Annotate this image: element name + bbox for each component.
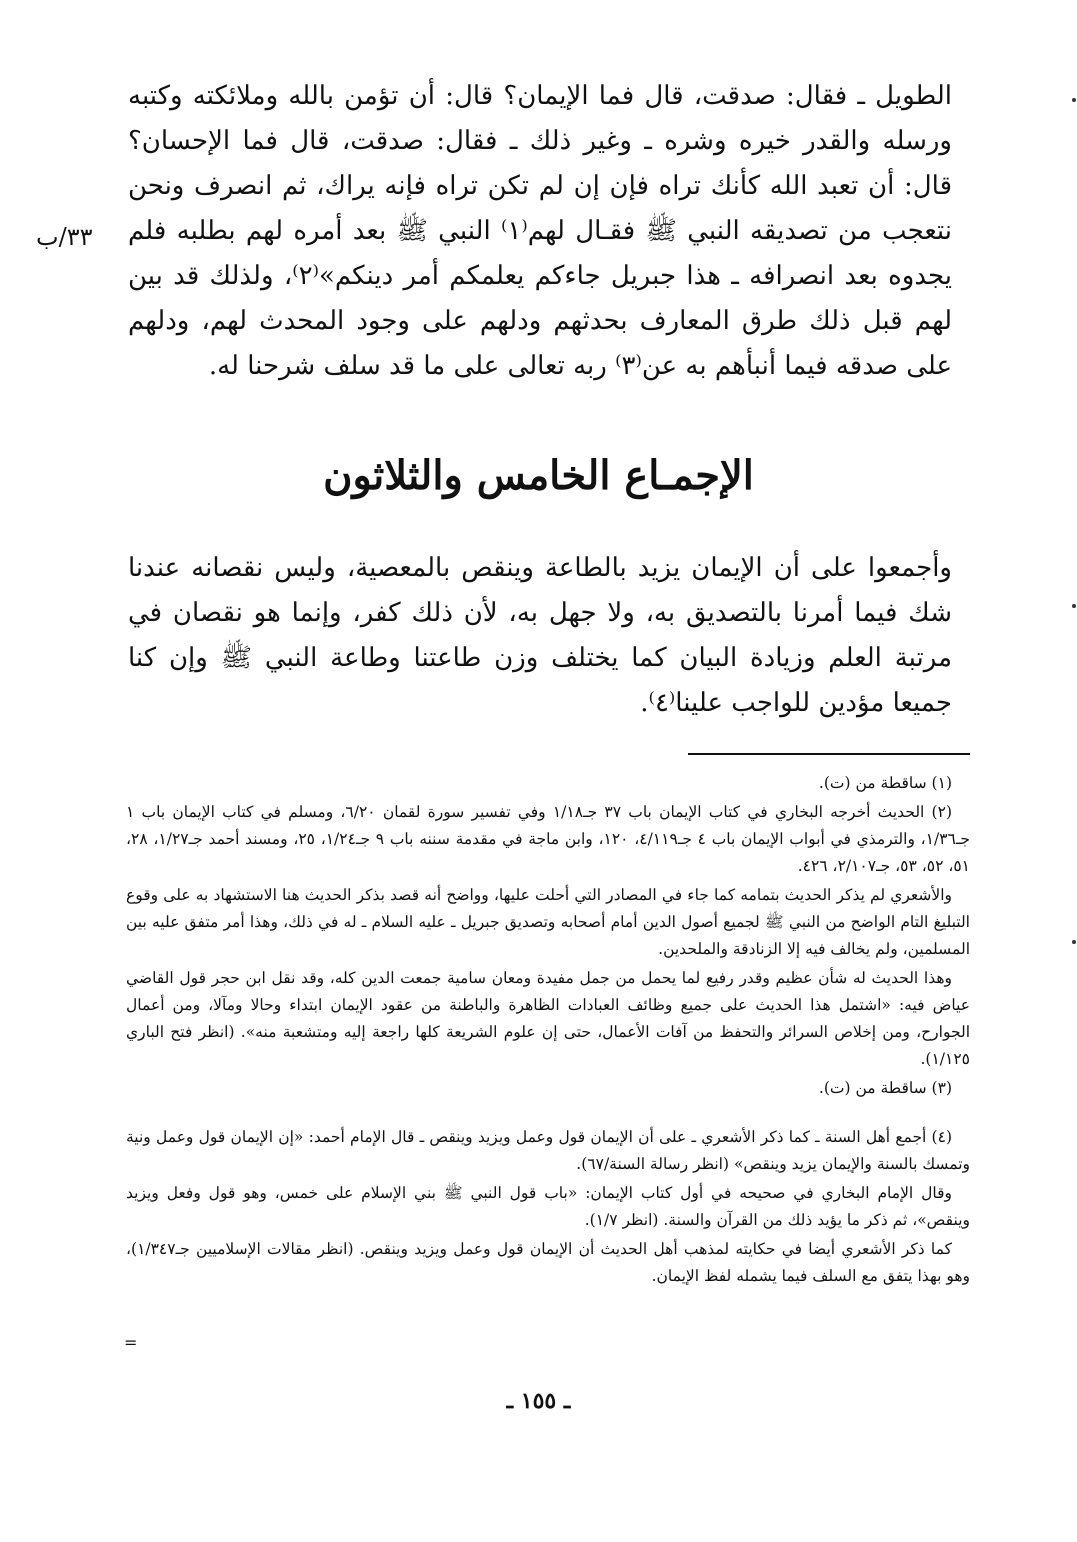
section-heading: الإجمـاع الخامس والثلاثون — [323, 452, 754, 499]
footnote-4-bukhari: وقال الإمام البخاري في صحيحه في أول كتاب الإيمان: «باب قول النبي ﷺ بني الإسلام على خمس، وهو قول وفعل ويزيد وينقص»، ثم ذكر ما يؤيد ذلك من القرآن والسنة. (انظر ١/٧). — [126, 1184, 970, 1229]
page-number: ـ ١٥٥ ـ — [506, 1388, 571, 1414]
main-text-paragraph: الطويل ـ فقال: صدقت، قال فما الإيمان؟ قال: أن تؤمن بالله وملائكته وكتبه ورسله والقدر خيره وشره ـ وغير ذلك ـ فقال: صدقت، قال فما الإحسان؟ قال: أن تعبد الله كأنك تراه فإن إن لم تكن تراه فإنه يراك، ثم انصرف ونحن نتعجب من تصديقه النبي ﷺ فقـال لهم⁽١⁾ النبي ﷺ بعد أمره لهم بطلبه فلم يجدوه بعد انصرافه ـ هذا جبريل جاءكم يعلمكم أمر دينكم»⁽٢⁾، ولذلك قد بين لهم قبل ذلك طرق المعارف بحدثهم ودلهم على وجود المحدث لهم، ودلهم على صدقه فيما أنبأهم به عن⁽٣⁾ ربه تعالى على ما قد سلف شرحنا له. — [128, 81, 952, 381]
footnote-2-commentary-2: وهذا الحديث له شأن عظيم وقدر رفيع لما يحمل من جمل مفيدة ومعان سامية جمعت الدين كله، وقد نقل ابن حجر قول القاضي عياض فيه: «اشتمل هذا الحديث على جميع وظائف العبادات الظاهرة والباطنة من عقود الإيمان ابتداء وحالا ومآلا، ومن أعمال الجوارح، ومن إخلاص السرائر والتحفظ من آفات الأعمال، حتى إن علوم الشريعة كلها راجعة إليه ومتشعبة منه». (انظر فتح الباري ١/١٢٥). — [126, 969, 970, 1068]
manuscript-folio-note: ٣٣/ب — [36, 223, 93, 251]
footnote-4: (٤) أجمع أهل السنة ـ كما ذكر الأشعري ـ على أن الإيمان قول وعمل ويزيد وينقص ـ قال الإمام أحمد: «إن الإيمان قول وعمل ونية وتمسك بالسنة والإيمان يزيد وينقص» (انظر رسالة السنة/٦٧). — [126, 1128, 970, 1173]
footnote-2-commentary: والأشعري لم يذكر الحديث بتمامه كما جاء في المصادر التي أحلت عليها، وواضح أنه قصد بذكر الحديث هنا الاستشهاد به على وقوع التبليغ التام الواضح من النبي ﷺ لجميع أصول الدين أمام أصحابه وتصديق جبريل ـ عليه السلام ـ له في ذلك، وهذا أمر متفق عليه بين المسلمين، ولم يخالف فيه إلا الزنادقة والملحدين. — [126, 886, 970, 958]
footnote-4-ashari: كما ذكر الأشعري أيضا في حكايته لمذهب أهل الحديث أن الإيمان قول وعمل ويزيد وينقص. (انظر مقالات الإسلاميين جـ١/٣٤٧)، وهو بهذا يتفق مع السلف فيما يشمله لفظ الإيمان. — [126, 1240, 970, 1285]
consensus-paragraph: وأجمعوا على أن الإيمان يزيد بالطاعة وينقص بالمعصية، وليس نقصانه عندنا شك فيما أمرنا بالتصديق به، ولا جهل به، لأن ذلك كفر، وإنما هو نقصان في مرتبة العلم وزيادة البيان كما يختلف وزن طاعتنا وطاعة النبي ﷺ وإن كنا جميعا مؤدين للواجب علينا⁽٤⁾. — [128, 553, 952, 718]
footnote-1: (١) ساقطة من (ت). — [818, 774, 952, 792]
footnote-separator — [688, 753, 970, 755]
margin-dot — [1072, 940, 1076, 944]
continuation-mark: = — [124, 1333, 138, 1352]
footnote-2: (٢) الحديث أخرجه البخاري في كتاب الإيمان باب ٣٧ جـ١/١٨ وفي تفسير سورة لقمان ٦/٢٠، ومسلم في كتاب الإيمان باب ١ جـ١/٣٦، والترمذي في أبواب الإيمان باب ٤ جـ٤/١١٩، ١٢٠، وابن ماجة في مقدمة سننه باب ٩ جـ١/٢٤، ٢٥، ومسند أحمد جـ١/٢٧، ٢٨، ٥١، ٥٢، ٥٣، جـ٢/١٠٧، ٤٢٦. — [126, 803, 970, 875]
margin-dot — [1072, 98, 1076, 102]
footnote-3: (٣) ساقطة من (ت). — [818, 1079, 952, 1097]
footnotes — [126, 770, 970, 1292]
margin-dot — [1072, 604, 1076, 608]
